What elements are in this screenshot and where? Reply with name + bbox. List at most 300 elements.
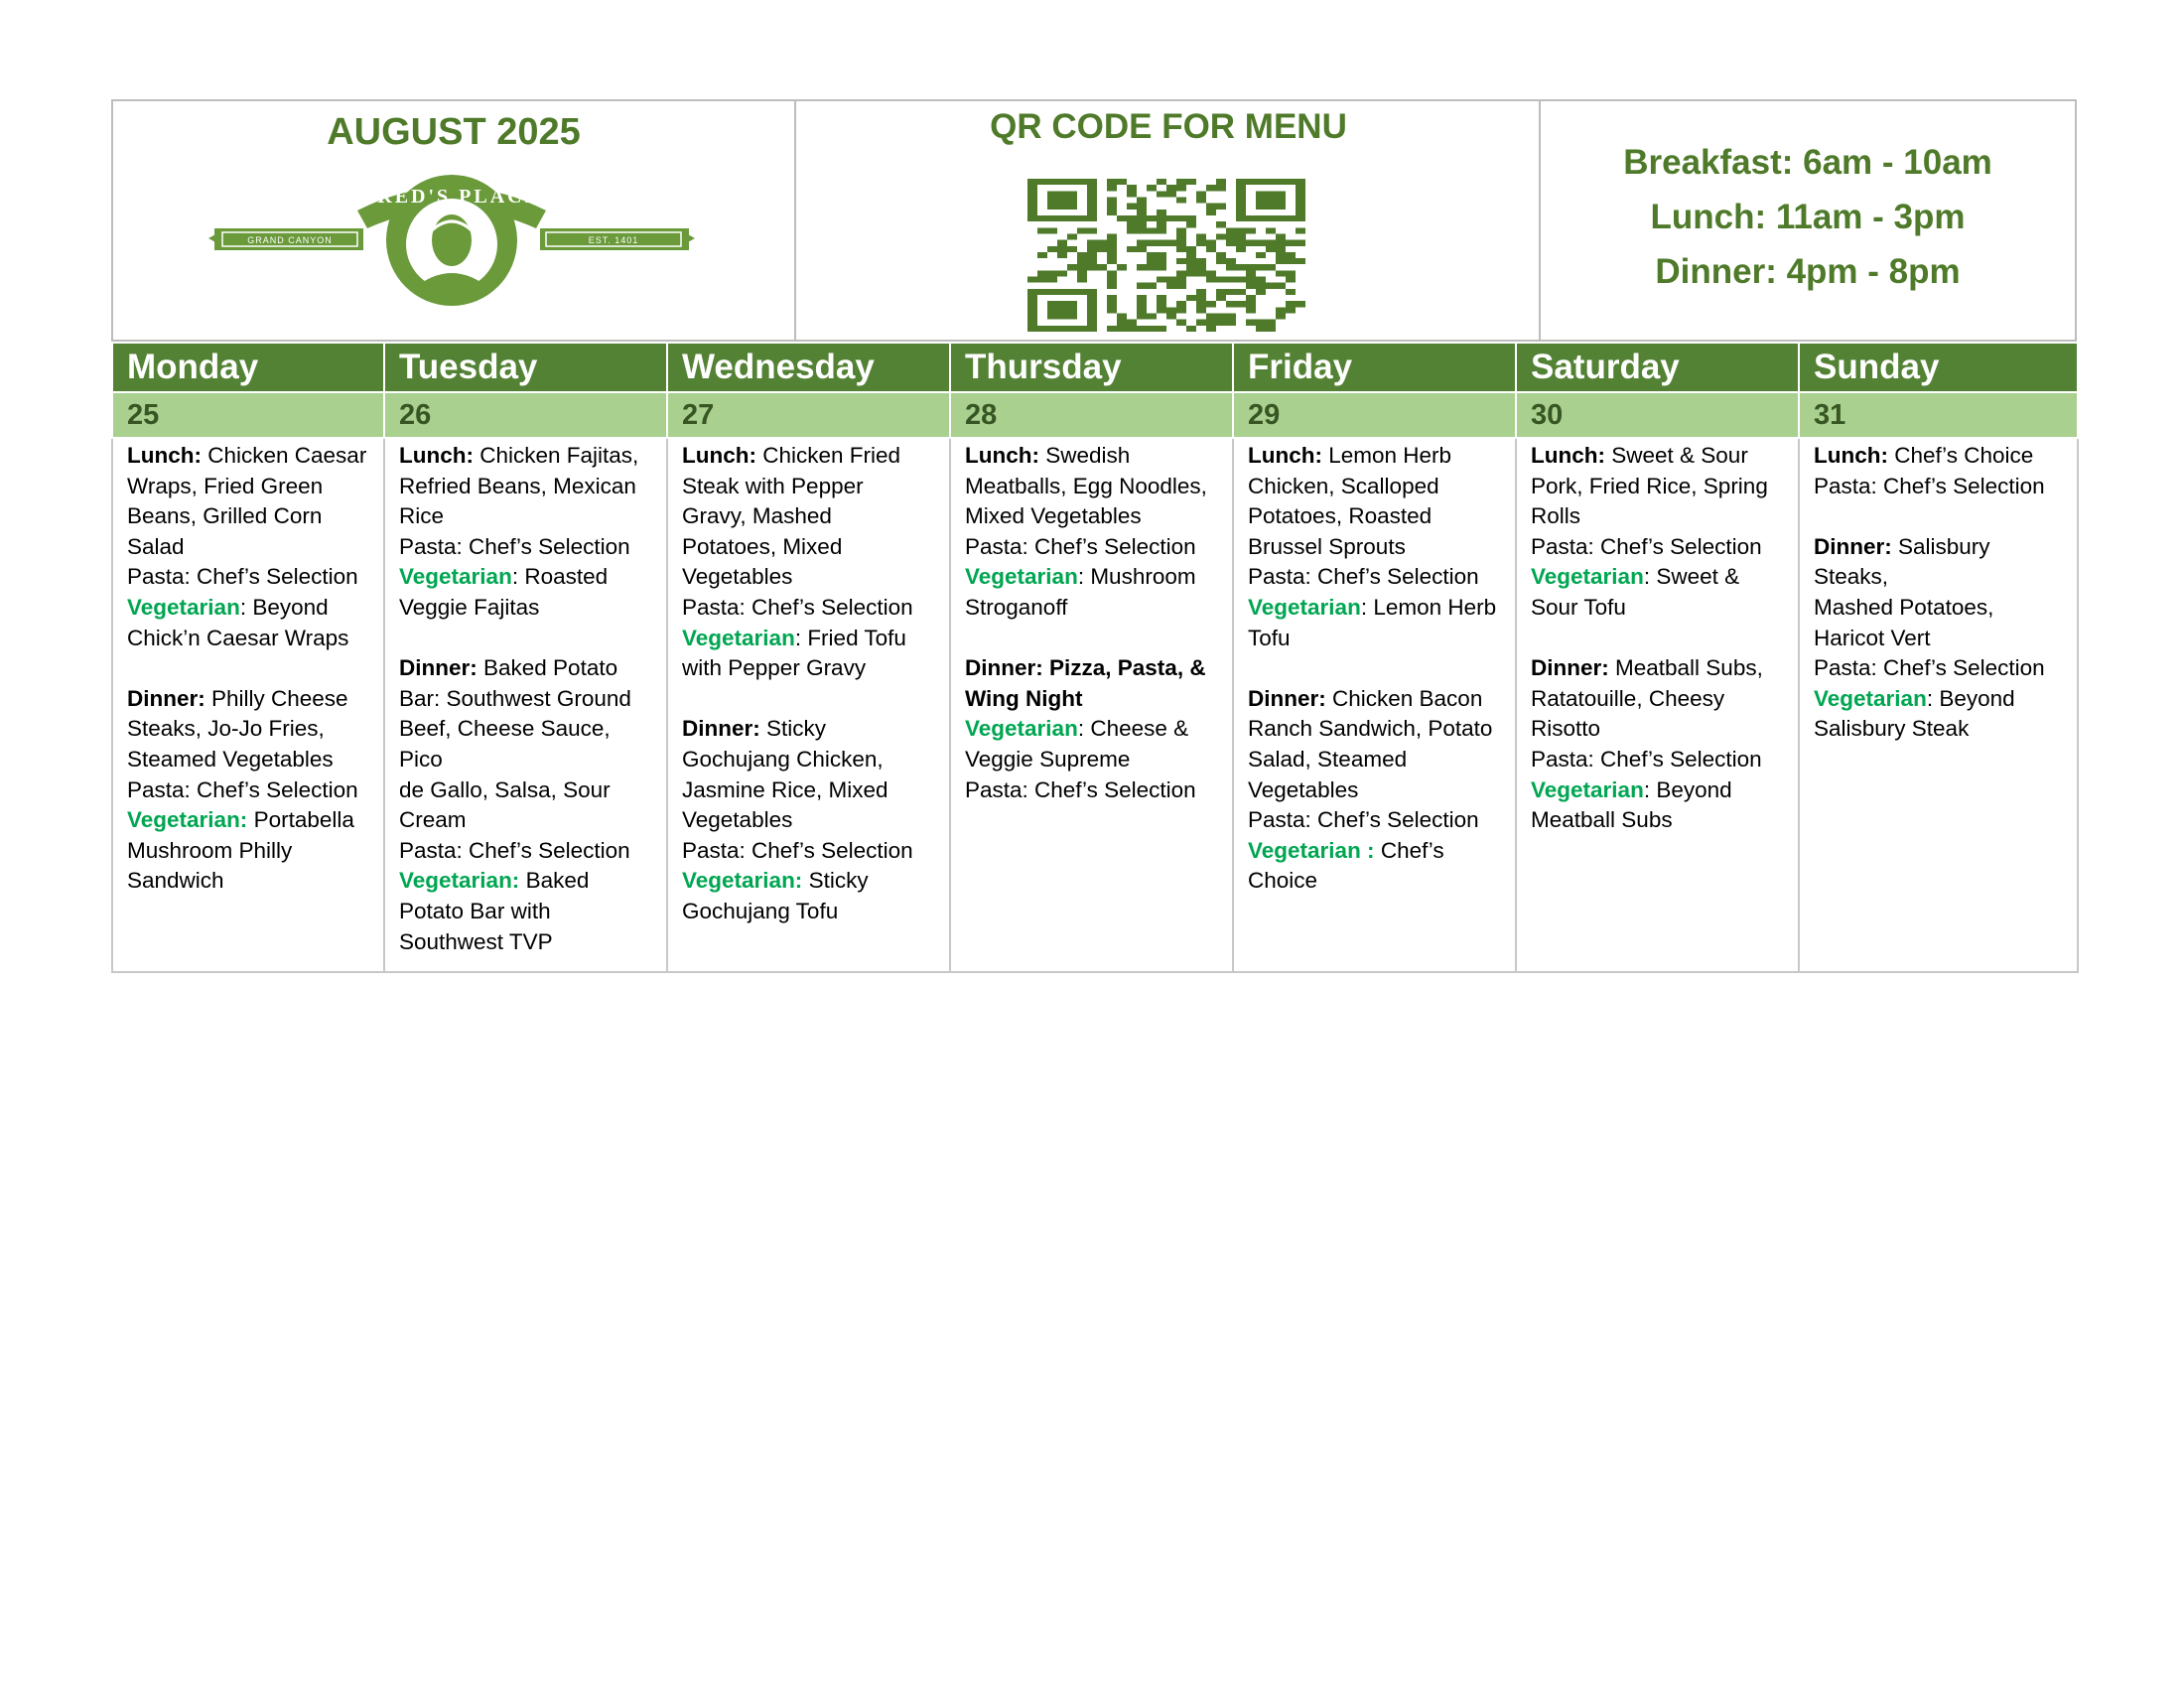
menu-text: Steaks, Jo-Jo Fries, [127, 716, 325, 742]
meal-label: Dinner: [682, 716, 760, 742]
qr-module [1266, 326, 1276, 332]
qr-module [1196, 307, 1206, 313]
qr-module [1087, 258, 1097, 264]
qr-module [1077, 227, 1087, 233]
date-monday: 25 [112, 392, 384, 438]
qr-module [1027, 277, 1037, 283]
menu-text: Wraps, Fried Green [127, 473, 324, 498]
menu-text: Chicken, Scalloped [1248, 473, 1439, 498]
vegetarian-label: Vegetarian [1531, 776, 1644, 802]
qr-module [1256, 283, 1266, 289]
qr-module [1137, 240, 1147, 246]
qr-module [1157, 240, 1166, 246]
qr-module [1047, 301, 1077, 319]
qr-module [1137, 204, 1147, 210]
qr-module [1107, 326, 1117, 332]
qr-module [1236, 277, 1246, 283]
qr-module [1286, 277, 1296, 283]
qr-module [1216, 289, 1226, 295]
header-table [111, 99, 2077, 342]
qr-module [1256, 320, 1266, 326]
menu-text: Pasta: Chef’s Selection [127, 776, 358, 802]
menu-line [1531, 745, 1788, 775]
day-monday: Monday [112, 343, 384, 392]
menu-line [399, 501, 656, 532]
qr-module [1107, 252, 1117, 258]
qr-module [1147, 252, 1157, 258]
blank-line [399, 624, 656, 654]
date-thursday: 28 [950, 392, 1233, 438]
qr-module [1276, 252, 1286, 258]
menu-line [1248, 501, 1505, 532]
menu-text: Jasmine Rice, Mixed [682, 776, 888, 802]
qr-module [1176, 179, 1186, 185]
menu-line [682, 897, 939, 927]
menu-line [682, 593, 939, 624]
qr-module [1166, 191, 1176, 197]
qr-module [1236, 233, 1246, 239]
menu-text: Meatball Subs [1531, 807, 1673, 833]
menu-line [965, 532, 1222, 563]
blank-line [1531, 624, 1788, 654]
menu-qr-code[interactable] [1027, 179, 1305, 332]
menu-text: : Fried Tofu [794, 625, 906, 650]
qr-module [1157, 258, 1166, 264]
menu-text: Pasta: Chef’s Selection [1248, 807, 1479, 833]
qr-module [1176, 270, 1186, 276]
qr-module [1216, 314, 1226, 320]
menu-line [127, 805, 373, 836]
qr-module [1196, 270, 1206, 276]
menu-line [127, 714, 373, 745]
qr-module [1127, 227, 1137, 233]
qr-module [1057, 270, 1067, 276]
menu-sunday [1799, 438, 2078, 972]
qr-module [1157, 295, 1166, 301]
menu-line [1531, 562, 1788, 593]
qr-module [1047, 246, 1057, 252]
menu-text: Steamed Vegetables [127, 746, 334, 772]
menu-line [965, 775, 1222, 806]
menu-line [399, 653, 656, 684]
vegetarian-label: Vegetarian [1531, 564, 1644, 590]
menu-line [399, 714, 656, 774]
qr-module [1087, 246, 1097, 252]
date-friday: 29 [1233, 392, 1516, 438]
menu-line [965, 714, 1222, 745]
qr-module [1216, 258, 1226, 264]
vegetarian-label: Vegetarian: [127, 807, 248, 833]
day-names-row [112, 343, 2078, 392]
qr-module [1216, 204, 1226, 210]
qr-module [1057, 240, 1067, 246]
logo-name: FRED'S PLACE [362, 186, 541, 208]
qr-module [1256, 191, 1286, 209]
qr-module [1157, 252, 1166, 258]
qr-module [1147, 283, 1157, 289]
qr-module [1166, 185, 1176, 191]
menu-text: Potato Bar with [399, 898, 551, 923]
qr-module [1077, 264, 1087, 270]
menu-text: : Lemon Herb [1360, 594, 1497, 620]
menu-line [1248, 532, 1505, 563]
meal-label: Lunch: [1814, 443, 1888, 468]
menu-line [127, 866, 373, 897]
qr-module [1246, 264, 1256, 270]
qr-module [1206, 314, 1216, 320]
menu-line [399, 927, 656, 958]
menu-text: Pasta: Chef’s Selection [1814, 655, 2045, 681]
menu-line [127, 624, 373, 654]
menu-line [965, 441, 1222, 472]
menu-line [399, 805, 656, 836]
menu-line [1248, 472, 1505, 502]
qr-module [1196, 197, 1206, 203]
blank-line [965, 624, 1222, 654]
menu-line [1248, 866, 1505, 897]
qr-module [1286, 258, 1296, 264]
qr-module [1226, 240, 1236, 246]
qr-module [1127, 246, 1137, 252]
qr-module [1186, 215, 1196, 221]
qr-module [1166, 215, 1176, 221]
menu-text: Chef’s Choice [1887, 443, 2034, 468]
qr-module [1047, 191, 1077, 209]
qr-module [1137, 301, 1147, 307]
qr-module [1216, 233, 1226, 239]
menu-text: Gochujang Tofu [682, 898, 839, 923]
qr-module [1137, 221, 1147, 227]
qr-module [1216, 320, 1226, 326]
menu-line [682, 624, 939, 654]
qr-module [1166, 277, 1176, 283]
qr-module [1087, 227, 1097, 233]
qr-module [1226, 264, 1236, 270]
qr-module [1147, 240, 1157, 246]
menu-text: Pasta: Chef’s Selection [1531, 746, 1762, 772]
menu-text: Refried Beans, Mexican [399, 473, 636, 498]
qr-module [1246, 283, 1256, 289]
menu-text: Stroganoff [965, 594, 1068, 620]
meal-label: Lunch: [1531, 443, 1605, 468]
qr-module [1047, 227, 1057, 233]
menu-text: Chicken Fried [755, 443, 901, 468]
menu-saturday [1516, 438, 1799, 972]
qr-module [1236, 289, 1246, 295]
menu-text: Haricot Vert [1814, 625, 1931, 650]
qr-module [1117, 264, 1127, 270]
day-thursday: Thursday [950, 343, 1233, 392]
menu-text: de Gallo, Salsa, Sour [399, 776, 611, 802]
menu-line [1531, 501, 1788, 532]
menu-line [1531, 775, 1788, 806]
qr-module [1137, 210, 1147, 215]
menu-text: Pasta: Chef’s Selection [399, 533, 630, 559]
qr-module [1067, 233, 1077, 239]
menu-text: Gochujang Chicken, [682, 746, 884, 772]
date-tuesday: 26 [384, 392, 667, 438]
qr-module [1087, 240, 1097, 246]
menu-text: Steak with Pepper [682, 473, 864, 498]
menu-text: Baked [519, 868, 590, 894]
qr-module [1196, 258, 1206, 264]
qr-module [1127, 185, 1137, 191]
week-calendar [111, 342, 2079, 973]
menu-line [1248, 624, 1505, 654]
menu-line [127, 441, 373, 472]
menu-line [127, 745, 373, 775]
qr-module [1176, 258, 1186, 264]
qr-module [1157, 179, 1166, 185]
qr-module [1216, 179, 1226, 185]
menu-text: : Cheese & [1077, 716, 1189, 742]
qr-cell [794, 101, 1541, 340]
qr-module [1117, 215, 1127, 221]
qr-module [1166, 307, 1176, 313]
menu-line [127, 836, 373, 867]
qr-module [1176, 215, 1186, 221]
menu-text: Veggie Fajitas [399, 594, 540, 620]
qr-module [1166, 314, 1176, 320]
qr-module [1137, 283, 1147, 289]
qr-module [1157, 191, 1166, 197]
qr-module [1226, 233, 1236, 239]
qr-module [1216, 295, 1226, 301]
qr-module [1147, 314, 1157, 320]
qr-module [1037, 227, 1047, 233]
qr-module [1256, 277, 1266, 283]
qr-module [1067, 246, 1077, 252]
date-sunday: 31 [1799, 392, 2078, 438]
qr-module [1246, 295, 1256, 301]
qr-module [1127, 320, 1137, 326]
menu-text: Pasta: Chef’s Selection [965, 533, 1196, 559]
qr-module [1107, 295, 1117, 301]
menu-line [1531, 593, 1788, 624]
menu-line [1814, 532, 2067, 593]
menu-line [399, 593, 656, 624]
qr-module [1107, 277, 1117, 283]
qr-module [1176, 283, 1186, 289]
menu-text: Risotto [1531, 716, 1601, 742]
meal-label: Lunch: [127, 443, 202, 468]
menu-text: : Sweet & [1643, 564, 1740, 590]
menu-text: Portabella [247, 807, 354, 833]
menu-text: : Beyond [1643, 776, 1732, 802]
qr-module [1176, 233, 1186, 239]
qr-module [1216, 185, 1226, 191]
qr-module [1186, 179, 1196, 185]
qr-module [1276, 240, 1286, 246]
menu-wednesday [667, 438, 950, 972]
qr-module [1157, 227, 1166, 233]
qr-module [1157, 215, 1166, 221]
qr-module [1186, 295, 1196, 301]
menu-line [1248, 593, 1505, 624]
menu-text: Pork, Fried Rice, Spring [1531, 473, 1768, 498]
day-wednesday: Wednesday [667, 343, 950, 392]
qr-module [1226, 258, 1236, 264]
menu-text: : Mushroom [1077, 564, 1196, 590]
blank-line [127, 653, 373, 684]
menu-line [682, 745, 939, 775]
qr-module [1266, 240, 1276, 246]
menu-line [399, 897, 656, 927]
qr-module [1266, 264, 1276, 270]
menu-text: Vegetables [682, 564, 793, 590]
qr-module [1157, 326, 1166, 332]
qr-module [1206, 246, 1216, 252]
blank-line [682, 684, 939, 715]
qr-module [1117, 179, 1127, 185]
qr-module [1127, 215, 1137, 221]
menu-line [682, 714, 939, 745]
qr-module [1157, 301, 1166, 307]
qr-module [1097, 240, 1107, 246]
qr-module [1176, 227, 1186, 233]
menu-line [399, 562, 656, 593]
menu-line [399, 472, 656, 502]
qr-module [1196, 289, 1206, 295]
qr-module [1107, 197, 1117, 203]
qr-module [1077, 252, 1087, 258]
qr-module [1276, 283, 1286, 289]
qr-module [1266, 320, 1276, 326]
menu-line [1248, 714, 1505, 745]
menu-line [682, 836, 939, 867]
qr-module [1236, 246, 1246, 252]
menu-text: Salisbury Steaks, [1814, 533, 1996, 590]
menu-text: Vegetables [1248, 776, 1359, 802]
meal-label: Lunch: [965, 443, 1039, 468]
meal-label: Dinner: [127, 685, 205, 711]
qr-module [1047, 270, 1057, 276]
menu-text: Mushroom Philly [127, 837, 293, 863]
qr-module [1226, 227, 1236, 233]
menu-text: Meatballs, Egg Noodles, [965, 473, 1207, 498]
menu-text: : Beyond [1926, 685, 2015, 711]
menu-line [965, 472, 1222, 502]
menu-text: Philly Cheese [205, 685, 348, 711]
qr-module [1266, 227, 1276, 233]
qr-module [1216, 277, 1226, 283]
menu-line [682, 805, 939, 836]
vegetarian-label: Vegetarian [965, 716, 1078, 742]
qr-module [1206, 320, 1216, 326]
qr-module [1276, 307, 1286, 313]
menu-line [1814, 472, 2067, 502]
qr-module [1127, 204, 1137, 210]
qr-module [1246, 307, 1256, 313]
menu-text: Chicken Fajitas, [473, 443, 639, 468]
qr-module [1037, 252, 1047, 258]
menu-text: Pasta: Chef’s Selection [682, 594, 913, 620]
menu-monday [112, 438, 384, 972]
menu-text: Pasta: Chef’s Selection [399, 837, 630, 863]
menu-text: Salad [127, 533, 185, 559]
qr-module [1226, 301, 1236, 307]
date-wednesday: 27 [667, 392, 950, 438]
hours-cell [1539, 101, 2075, 340]
qr-module [1276, 314, 1286, 320]
menu-text: Veggie Supreme [965, 746, 1131, 772]
menu-text: Swedish [1038, 443, 1131, 468]
menu-text: Pasta: Chef’s Selection [1531, 533, 1762, 559]
menu-line [127, 501, 373, 532]
vegetarian-label: Vegetarian [1248, 594, 1361, 620]
qr-module [1147, 227, 1157, 233]
qr-module [1057, 252, 1067, 258]
qr-module [1097, 264, 1107, 270]
blank-line [1814, 501, 2067, 532]
vegetarian-label: Vegetarian [127, 594, 240, 620]
menu-line [1814, 653, 2067, 684]
date-saturday: 30 [1516, 392, 1799, 438]
qr-module [1276, 246, 1286, 252]
qr-module [1147, 264, 1157, 270]
qr-module [1137, 295, 1147, 301]
qr-module [1256, 240, 1266, 246]
menu-text: : Beyond [239, 594, 329, 620]
day-tuesday: Tuesday [384, 343, 667, 392]
qr-module [1107, 179, 1117, 185]
qr-module [1147, 215, 1157, 221]
menu-calendar-page [111, 99, 2077, 973]
vegetarian-label: Vegetarian [1814, 685, 1927, 711]
qr-module [1176, 197, 1186, 203]
qr-module [1186, 326, 1196, 332]
dinner-hours: Dinner: 4pm - 8pm [1655, 252, 1961, 291]
qr-module [1176, 185, 1186, 191]
qr-module [1176, 307, 1186, 313]
menu-line [399, 866, 656, 897]
menu-line [399, 441, 656, 472]
qr-module [1107, 204, 1117, 210]
vegetarian-label: Vegetarian : [1248, 837, 1375, 863]
menu-text: Salisbury Steak [1814, 716, 1970, 742]
qr-module [1186, 258, 1196, 264]
qr-module [1216, 252, 1226, 258]
qr-module [1286, 301, 1296, 307]
blank-line [1248, 653, 1505, 684]
qr-module [1286, 270, 1296, 276]
vegetarian-label: Vegetarian: [682, 868, 803, 894]
qr-module [1107, 246, 1117, 252]
qr-module [1166, 240, 1176, 246]
qr-module [1157, 264, 1166, 270]
menu-text: Pasta: Chef’s Selection [1248, 564, 1479, 590]
qr-module [1157, 210, 1166, 215]
menu-text: Chicken Caesar [201, 443, 367, 468]
menu-text: Potatoes, Roasted [1248, 503, 1433, 529]
qr-module [1107, 270, 1117, 276]
meal-label: Lunch: [399, 443, 474, 468]
meal-label: Dinner: [399, 655, 478, 681]
menu-line [682, 441, 939, 472]
menu-line [682, 472, 939, 502]
menu-text: Southwest TVP [399, 928, 553, 954]
menu-line [127, 775, 373, 806]
menu-text: Potatoes, Mixed [682, 533, 843, 559]
menu-line [1248, 745, 1505, 775]
menu-line [399, 775, 656, 806]
qr-module [1107, 301, 1117, 307]
menu-line [1248, 684, 1505, 715]
meal-label: Dinner: Pizza, Pasta, & [965, 655, 1206, 681]
menu-text: Pasta: Chef’s Selection [965, 776, 1196, 802]
qr-module [1117, 314, 1127, 320]
menu-text: Bar: Southwest Ground [399, 685, 631, 711]
